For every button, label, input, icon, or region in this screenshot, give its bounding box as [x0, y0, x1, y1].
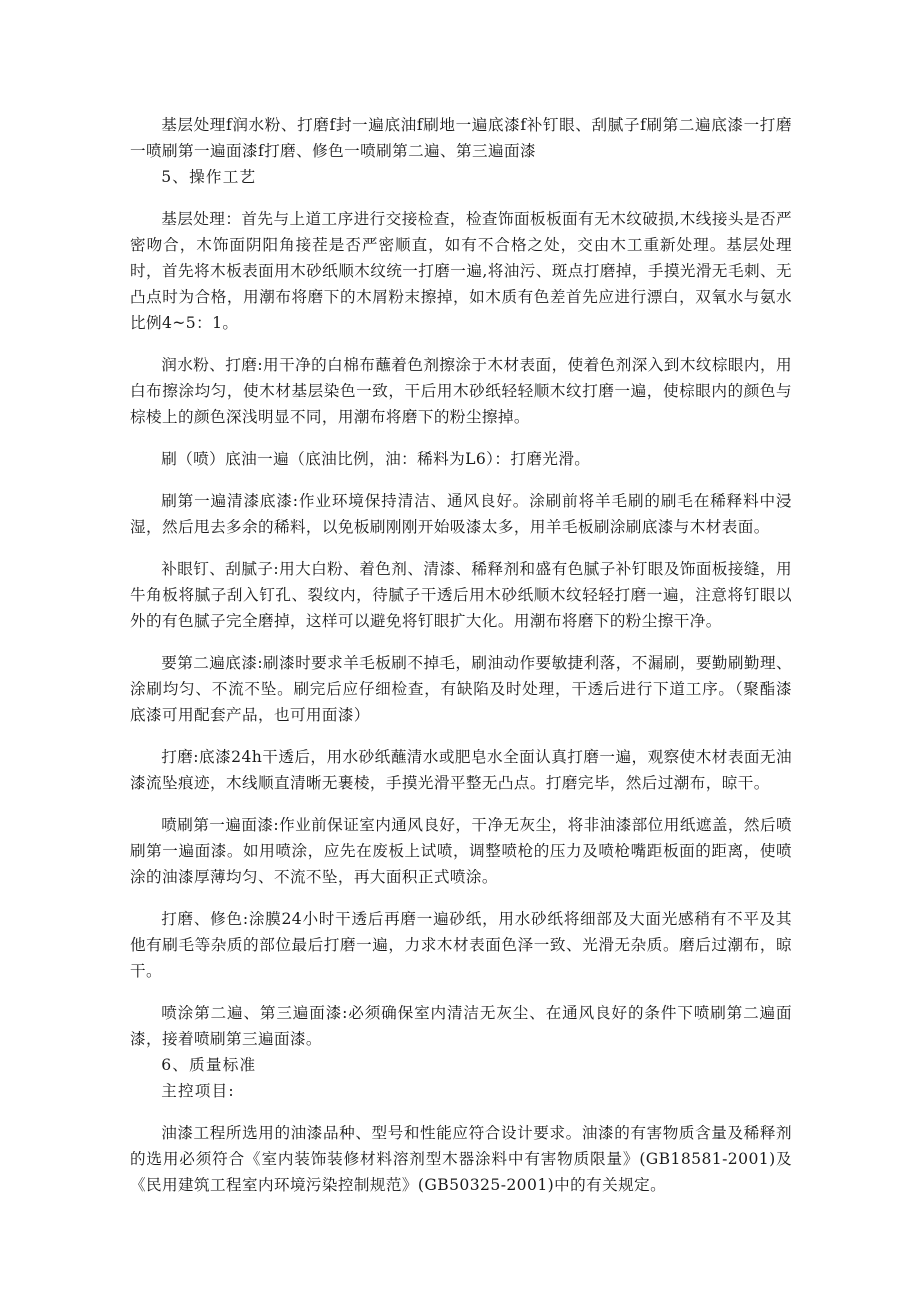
paragraph-first-primer: 刷第一遍清漆底漆:作业环境保持清洁、通风良好。涂刷前将羊毛刷的刷毛在稀释料中浸湿，然后甩去多余的稀料，以免板刷刚刚开始吸漆太多，用羊毛板刷涂刷底漆与木材表面。 — [130, 492, 792, 536]
paragraph-trim-color: 打磨、修色:涂膜24小时干透后再磨一遍砂纸，用水砂纸将细部及大面光感稍有不平及其他有刷毛等杂质的部位最后打磨一遍，力求木材表面色泽一致、光滑无杂质。磨后过潮布，晾干。 — [130, 910, 792, 980]
paragraph-base-oil: 刷（喷）底油一遍（底油比例，油：稀料为L6）：打磨光滑。 — [161, 450, 591, 468]
document-page — [130, 112, 792, 1198]
paragraph-putty: 补眼钉、刮腻子:用大白粉、着色剂、清漆、稀释剂和盛有色腻子补钉眼及饰面板接缝，用牛角板将腻子刮入钉孔、裂纹内，待腻子干透后用木砂纸顺木纹轻轻打磨一遍，注意将钉眼以外的有色腻子完全磨掉，这样可以避免将钉眼扩大化。用潮布将磨下的粉尘擦干净。 — [130, 560, 792, 630]
process-flow: 基层处理f润水粉、打磨f封一遍底油f刷地一遍底漆f补钉眼、刮腻子f刷第二遍底漆一打磨一喷刷第一遍面漆f打磨、修色一喷刷第二遍、第三遍面漆 — [130, 116, 792, 160]
paragraph-wet-powder: 润水粉、打磨:用干净的白棉布蘸着色剂擦涂于木材表面，使着色剂深入到木纹棕眼内，用白布擦涂均匀，使木材基层染色一致，干后用木砂纸轻轻顺木纹打磨一遍，使棕眼内的颜色与棕棱上的颜色深浅明显不同，用潮布将磨下的粉尘擦掉。 — [130, 356, 792, 426]
paragraph-first-topcoat: 喷刷第一遍面漆:作业前保证室内通风良好，干净无灰尘，将非油漆部位用纸遮盖，然后喷刷第一遍面漆。如用喷涂，应先在废板上试喷，调整喷枪的压力及喷枪嘴距板面的距离，使喷涂的油漆厚薄均匀、不流不坠，再大面积正式喷涂。 — [130, 816, 792, 886]
section-5-title: 5、操作工艺 — [161, 168, 257, 186]
paragraph-quality-standard: 油漆工程所选用的油漆品种、型号和性能应符合设计要求。油漆的有害物质含量及稀释剂的选用必须符合《室内装饰装修材料溶剂型木器涂料中有害物质限量》(GB18581-2001)及《民用建筑工程室内环境污染控制规范》(GB50325-2001)中的有关规定。 — [130, 1124, 792, 1194]
main-control-items: 主控项目: — [161, 1082, 235, 1100]
paragraph-second-primer: 要第二遍底漆:刷漆时要求羊毛板刷不掉毛，刷油动作要敏捷利落，不漏刷，要勤刷勤理、涂刷均匀、不流不坠。刷完后应仔细检查，有缺陷及时处理，干透后进行下道工序。（聚酯漆底漆可用配套产品，也可用面漆） — [130, 654, 792, 724]
paragraph-sanding: 打磨:底漆24h干透后，用水砂纸蘸清水或肥皂水全面认真打磨一遍，观察使木材表面无油漆流坠痕迹，木线顺直清晰无裹棱，手摸光滑平整无凸点。打磨完毕，然后过潮布，晾干。 — [130, 748, 792, 792]
paragraph-base-treatment: 基层处理：首先与上道工序进行交接检查，检查饰面板板面有无木纹破损,木线接头是否严密吻合，木饰面阴阳角接茬是否严密顺直，如有不合格之处，交由木工重新处理。基层处理时，首先将木板表面用木砂纸顺木纹统一打磨一遍,将油污、斑点打磨掉，手摸光滑无毛刺、无凸点时为合格，用潮布将磨下的木屑粉末擦掉，如木质有色差首先应进行漂白，双氧水与氨水比例4~5：1。 — [130, 210, 792, 332]
paragraph-second-third-topcoat: 喷涂第二遍、第三遍面漆:必须确保室内清洁无灰尘、在通风良好的条件下喷刷第二遍面漆，接着喷刷第三遍面漆。 — [130, 1004, 792, 1048]
section-6-title: 6、质量标准 — [161, 1056, 257, 1074]
